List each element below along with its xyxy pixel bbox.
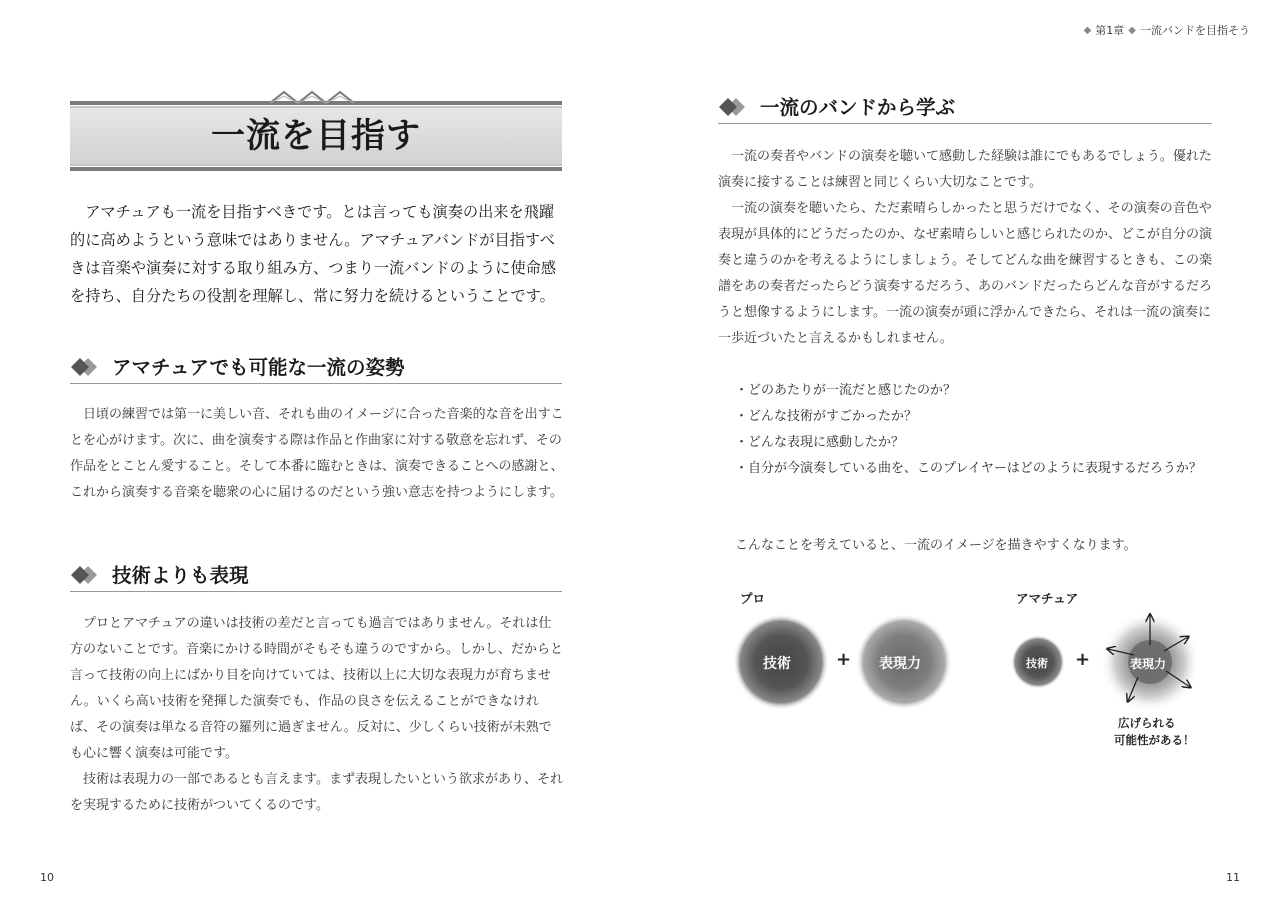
running-head-title: 一流バンドを目指そう xyxy=(1140,24,1250,37)
caption-line: 広げられる xyxy=(1118,716,1176,730)
body-line: 忘れず、その作品をとことん愛すること。そして本番に臨むときは、演奏でき xyxy=(70,433,562,474)
pro-vs-amateur-diagram xyxy=(718,585,1238,775)
body-line: 技術は表現力の一部であるとも言えます。まず表現したいという欲求があ xyxy=(83,772,511,787)
body-line: かんできたら、それは一流の演奏に一歩近づいたと言えるかもしれません。 xyxy=(718,305,1211,346)
amateur-skill-label: 技術 xyxy=(1026,657,1048,670)
double-diamond-icon xyxy=(718,96,754,118)
pro-skill-label: 技術 xyxy=(763,656,791,672)
section-body-expression xyxy=(70,611,564,819)
pro-label: プロ xyxy=(740,591,766,606)
body-line: するときも、この楽譜をあの奏者だったらどう演奏するだろう、あのバンド xyxy=(718,253,1213,294)
running-head-chapter: 第1章 xyxy=(1095,24,1125,37)
list-item: ・どんな表現に感動したか？ xyxy=(735,435,905,450)
body-line: 一流の奏者やバンドの演奏を聴いて感動した経験は誰にでもあるでしょう。 xyxy=(731,149,1173,164)
page-number-left: 10 xyxy=(40,871,54,884)
list-item: ・自分が今演奏している曲を、このプレイヤーはどのように表現するだろうか？ xyxy=(735,461,1202,476)
body-line: 意志を持つようにします。 xyxy=(408,485,563,500)
amateur-expression-label: 表現力 xyxy=(1130,657,1167,671)
section-heading-amateur-attitude xyxy=(70,352,562,384)
body-line: 優れた演奏に接することは練習と同じくらい大切なことです。 xyxy=(718,149,1212,190)
section-body-learn-from-bands xyxy=(718,144,1214,352)
body-line: こが自分の演奏と違うのかを考えるようにしましょう。そしてどんな曲を練習 xyxy=(718,227,1213,268)
body-line: くらい技術が未熟でも心に響く演奏は可能です。 xyxy=(70,720,552,761)
chapter-title-banner xyxy=(70,88,562,178)
section-body-amateur-attitude xyxy=(70,402,564,506)
body-line: ることへの感謝と、これから演奏する音楽を聴衆の心に届けるのだという強い xyxy=(70,459,564,500)
running-head xyxy=(1084,22,1250,38)
list-item: ・どのあたりが一流だと感じたのか？ xyxy=(735,383,957,398)
body-line: とができなければ、その演奏は単なる音符の羅列に過ぎません。反対に、少し xyxy=(70,694,539,735)
double-diamond-icon xyxy=(70,356,106,378)
lead-line: 的に高めようという意味ではありません。アマチュアバンドが目指すべ xyxy=(70,231,555,249)
diamond-icon: ◆ xyxy=(1083,24,1092,36)
plus-sign: + xyxy=(1075,649,1091,670)
body-line: 日頃の練習では第一に美しい音、それも曲のイメージに合った音楽的な音を xyxy=(83,407,525,422)
lead-line: を持ち、自分たちの役割を理解し、常に努力を続けるということです。 xyxy=(70,287,555,305)
lead-line: アマチュアも一流を目指すべきです。とは言っても演奏の出来を飛躍 xyxy=(85,203,555,221)
diamond-icon: ◆ xyxy=(1128,24,1136,36)
section-heading-expression xyxy=(70,560,562,592)
amateur-label: アマチュア xyxy=(1016,591,1079,606)
body-line: 音色や表現が具体的にどうだったのか、なぜ素晴らしいと感じられたのか、ど xyxy=(718,201,1212,242)
section-heading-text: アマチュアでも可能な一流の姿勢 xyxy=(112,356,405,379)
body-line: 出すことを心がけます。次に、曲を演奏する際は作品と作曲家に対する敬意を xyxy=(70,407,564,448)
pro-expression-label: 表現力 xyxy=(879,656,921,672)
plus-sign: + xyxy=(836,649,852,670)
body-line: プロとアマチュアの違いは技術の差だと言っても過言ではありません。それ xyxy=(83,616,526,631)
body-line: は仕方のないことです。音楽にかける時間がそもそも違うのですから。しかし、 xyxy=(70,616,552,657)
double-diamond-icon xyxy=(70,564,106,586)
section-heading-text: 技術よりも表現 xyxy=(112,564,249,587)
list-item: ・どんな技術がすごかったか？ xyxy=(735,409,918,424)
section-heading-text: 一流のバンドから学ぶ xyxy=(760,96,956,119)
lead-line: きは音楽や演奏に対する取り組み方、つまり一流バンドのように使命感 xyxy=(70,259,556,277)
body-line: だからと言って技術の向上にばかり目を向けていては、技術以上に大切な表現 xyxy=(70,642,563,683)
body-line: 力が育ちません。いくら高い技術を発揮した演奏でも、作品の良さを伝えるこ xyxy=(70,668,552,709)
page-number-right: 11 xyxy=(1226,871,1240,884)
caption-line: 可能性がある！ xyxy=(1114,733,1195,747)
chapter-title: 一流を目指す xyxy=(211,116,421,156)
body-line: 一流の演奏を聴いたら、ただ素晴らしかったと思うだけでなく、その演奏の xyxy=(731,201,1173,216)
body-line: り、それを実現するために技術がついてくるのです。 xyxy=(70,772,563,813)
section-heading-learn-from-bands xyxy=(718,92,1212,124)
body-line: だったらどんな音がするだろうと想像するようにします。一流の演奏が頭に浮 xyxy=(718,279,1213,320)
question-list xyxy=(735,378,1215,482)
lead-paragraph xyxy=(70,198,562,310)
closing-line: こんなことを考えていると、一流のイメージを描きやすくなります。 xyxy=(735,538,1137,553)
